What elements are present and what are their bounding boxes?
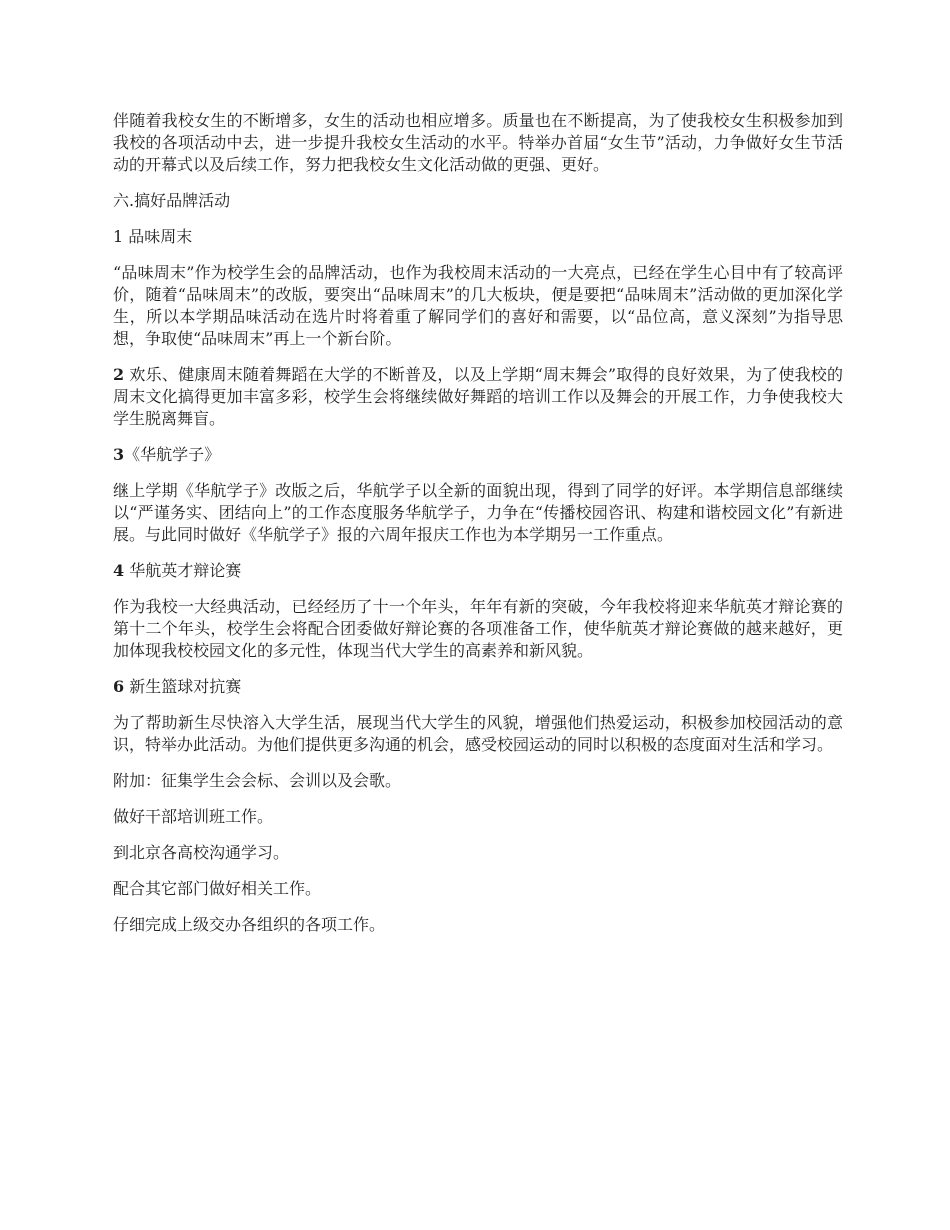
- item-4-body: 作为我校一大经典活动，已经经历了十一个年头，年年有新的突破，今年我校将迎来华航英才辩论赛的第十二个年头，校学生会将配合团委做好辩论赛的各项准备工作，使华航英才辩论赛做的越来越好，更加体现我校校园文化的多元性，体现当代大学生的高素养和新风貌。: [113, 597, 843, 660]
- item-6-heading: [113, 676, 843, 698]
- appendix-line: 附加：征集学生会会标、会训以及会歌。: [113, 771, 402, 790]
- section-six-heading: 六.搞好品牌活动: [113, 191, 231, 210]
- intro-paragraph: 伴随着我校女生的不断增多，女生的活动也相应增多。质量也在不断提高，为了使我校女生积极参加到我校的各项活动中去，进一步提升我校女生活动的水平。特举办首届“女生节”活动，力争做好女生节活动的开幕式以及后续工作，努力把我校女生文化活动做的更强、更好。: [113, 111, 843, 174]
- document-page: [113, 110, 843, 950]
- item-1-body: “品味周末”作为校学生会的品牌活动，也作为我校周末活动的一大亮点，已经在学生心目中有了较高评价，随着“品味周末”的改版，要突出“品味周末”的几大板块，便是要把“品味周末”活动做的更加深化学生，所以本学期品味活动在选片时将着重了解同学们的喜好和需要，以“品位高，意义深刻”为指导思想，争取使“品味周末”再上一个新台阶。: [113, 263, 843, 348]
- item-3-body: 继上学期《华航学子》改版之后，华航学子以全新的面貌出现，得到了同学的好评。本学期信息部继续以“严谨务实、团结向上”的工作态度服务华航学子，力争在“传播校园咨讯、构建和谐校园文化”有新进展。与此同时做好《华航学子》报的六周年报庆工作也为本学期另一工作重点。: [113, 481, 843, 544]
- item-1-heading: 1 品味周末: [113, 227, 193, 246]
- item-2-paragraph: [113, 364, 843, 430]
- item-4-heading: [113, 560, 843, 582]
- item-3-heading: [113, 444, 843, 466]
- item-6-number: 6: [113, 677, 125, 696]
- item-2-number: 2: [113, 365, 125, 384]
- item-6-body: 为了帮助新生尽快溶入大学生活，展现当代大学生的风貌，增强他们热爱运动，积极参加校园活动的意识，特举办此活动。为他们提供更多沟通的机会，感受校园运动的同时以积极的态度面对生活和学习。: [113, 713, 843, 754]
- item-6-title: 新生篮球对抗赛: [124, 677, 242, 696]
- item-4-title: 华航英才辩论赛: [124, 561, 242, 580]
- item-4-number: 4: [113, 561, 125, 580]
- appendix-line: 仔细完成上级交办各组织的各项工作。: [113, 915, 386, 934]
- appendix-line: 配合其它部门做好相关工作。: [113, 879, 322, 898]
- item-3-title: 《华航学子》: [124, 445, 221, 464]
- appendix-line: 到北京各高校沟通学习。: [113, 843, 290, 862]
- item-2-text: 欢乐、健康周末随着舞蹈在大学的不断普及，以及上学期“周末舞会”取得的良好效果，为了使我校的周末文化搞得更加丰富多彩，校学生会将继续做好舞蹈的培训工作以及舞会的开展工作，力争使我校大学生脱离舞盲。: [113, 365, 843, 428]
- item-3-number: 3: [113, 445, 125, 464]
- appendix-line: 做好干部培训班工作。: [113, 807, 274, 826]
